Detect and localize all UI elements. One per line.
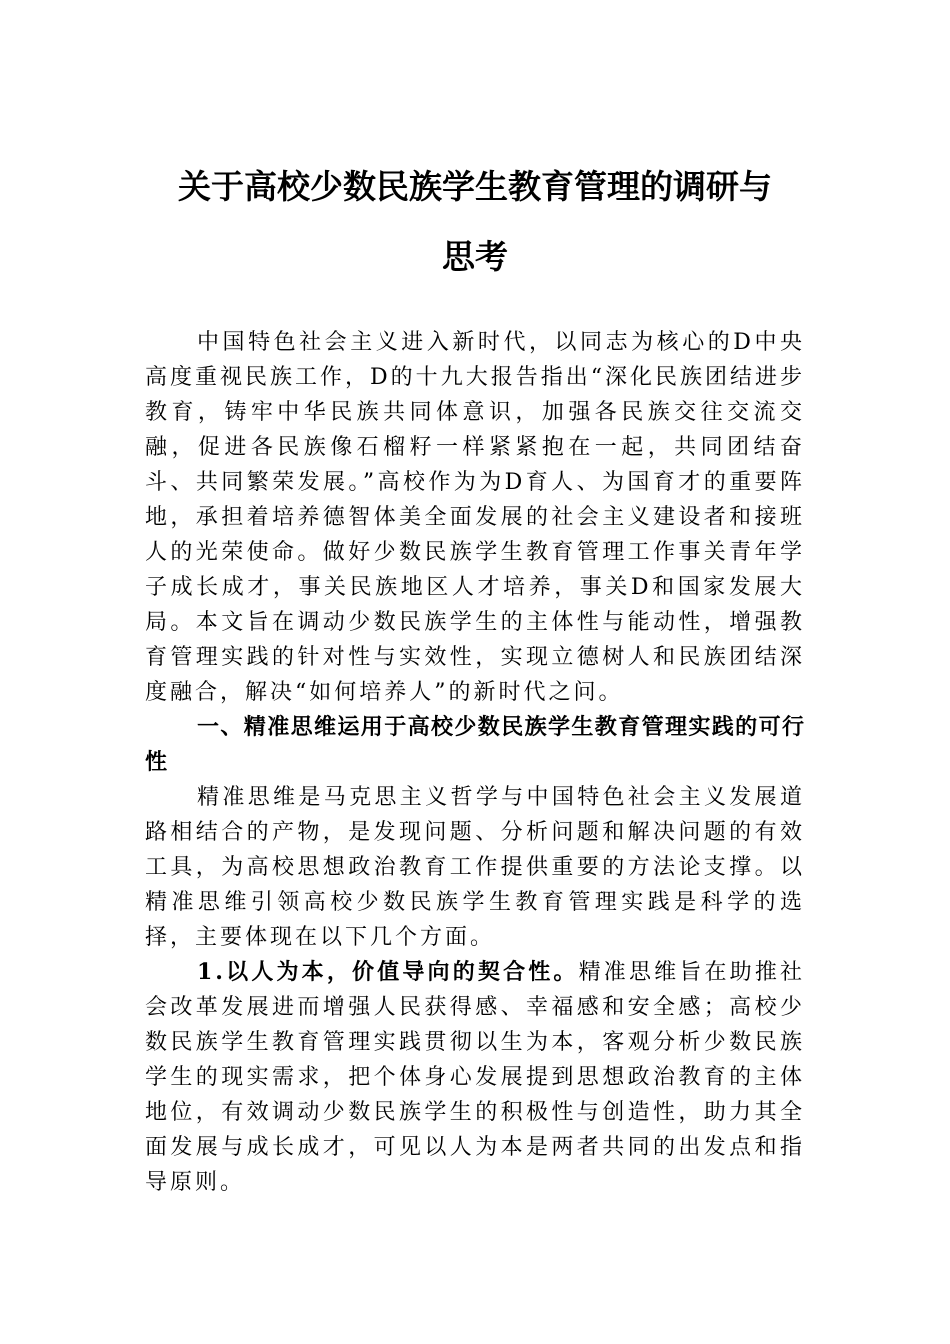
section-1-paragraph: 精准思维是马克思主义哲学与中国特色社会主义发展道路相结合的产物，是发现问题、分析问题和解决问题的有效工具，为高校思想政治教育工作提供重要的方法论支撑。以精准思维引领高校少数民族学生教育管理实践是科学的选择，主要体现在以下几个方面。	[145, 785, 805, 950]
point-1-body: 精准思维旨在助推社会改革发展进而增强人民获得感、幸福感和安全感；高校少数民族学生教育管理实践贯彻以生为本，客观分析少数民族学生的现实需求，把个体身心发展提到思想政治教育的主体地位，有效调动少数民族学生的积极性与创造性，助力其全面发展与成长成才，可见以人为本是两者共同的出发点和指导原则。	[145, 960, 805, 1195]
document-title-line-2: 思考	[442, 237, 508, 276]
point-1-paragraph	[145, 955, 805, 1200]
section-heading-1: 一、精准思维运用于高校少数民族学生教育管理实践的可行性	[145, 715, 805, 775]
document-body	[145, 325, 805, 1200]
intro-paragraph: 中国特色社会主义进入新时代，以同志为核心的D中央高度重视民族工作，D的十九大报告指出“深化民族团结进步教育，铸牢中华民族共同体意识，加强各民族交往交流交融，促进各民族像石榴籽一样紧紧抱在一起，共同团结奋斗、共同繁荣发展。”高校作为为D育人、为国育才的重要阵地，承担着培养德智体美全面发展的社会主义建设者和接班人的光荣使命。做好少数民族学生教育管理工作事关青年学子成长成才，事关民族地区人才培养，事关D和国家发展大局。本文旨在调动少数民族学生的主体性与能动性，增强教育管理实践的针对性与实效性，实现立德树人和民族团结深度融合，解决“如何培养人”的新时代之问。	[145, 330, 805, 705]
point-1-lead: 1.以人为本，价值导向的契合性。	[197, 959, 579, 985]
document-title-line-1: 关于高校少数民族学生教育管理的调研与	[178, 167, 772, 206]
